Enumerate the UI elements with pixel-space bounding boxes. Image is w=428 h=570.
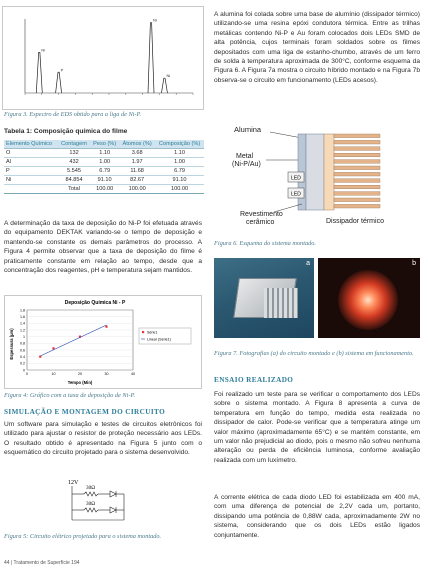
voltage-label: 12V [68, 480, 79, 486]
table-cell: 1.00 [90, 158, 119, 167]
table-cell: O [4, 149, 58, 158]
table-cell: Al [4, 158, 58, 167]
heatsink-fin [334, 172, 380, 176]
peak-label: Ni [153, 17, 157, 23]
col-header: Contagem [58, 140, 90, 149]
x-axis-label: Tempo (Min) [67, 380, 93, 385]
table-cell: 82.67 [119, 176, 155, 185]
section-heading-test: ENSAIO REALIZADO [214, 376, 294, 384]
fig3-caption: Figura 3. Espectro de EDS obtido para a liga de Ni-P. [4, 111, 142, 118]
heatsink-fin [334, 166, 380, 170]
col-header: Átomos (%) [119, 140, 155, 149]
table-header-row [4, 140, 204, 149]
fig6-caption: Figura 6. Esquema do sistema montado. [214, 240, 316, 247]
heatsink-fin [334, 185, 380, 189]
table-row [4, 167, 204, 176]
eds-spectrum-chart [3, 7, 203, 109]
legend-marker [142, 331, 144, 333]
fig5-caption: Figura 5: Circuito elétrico projetado para o sistema montado. [4, 533, 162, 540]
table-row [4, 149, 204, 158]
col-header: Composição (%) [155, 140, 204, 149]
table-cell: 100.00 [155, 185, 204, 194]
table-cell: 91.10 [90, 176, 119, 185]
spectrum-peak [36, 52, 42, 93]
y-tick-label: 1.2 [20, 328, 25, 333]
table-cell: 6.79 [155, 167, 204, 176]
y-axis-label: Espessura (µm) [9, 328, 14, 360]
resistor1-label: 30Ω [86, 485, 96, 491]
paragraph-simulation: Um software para simulação e testes de circuitos eletrônicos foi utilizado para ajustar o resistor de proteção necessário aos LEDs. O resultado obtido é apresentado na Figura 5 junto com o esquemático do circuito projetado para o sistema desenvolvido. [4, 421, 202, 457]
led-label-2: LED [291, 191, 301, 198]
x-tick-label: 30 [104, 372, 109, 376]
led-label-1: LED [291, 175, 301, 182]
fig7-caption: Figura 7. Fotografias (a) do circuito montado e (b) sistema em funcionamento. [214, 350, 414, 357]
table-cell: 3.68 [119, 149, 155, 158]
y-tick-label: 1.6 [20, 314, 25, 319]
spectrum-peak [161, 78, 167, 93]
photo-system-running [318, 258, 420, 338]
table-cell: Total [58, 185, 90, 194]
composition-table [4, 140, 204, 194]
spectrum-peak [56, 72, 62, 93]
eds-spectrum-figure [2, 6, 204, 110]
heatsink-fin [334, 192, 380, 196]
plot-area [27, 310, 133, 370]
table-cell: 132 [58, 149, 90, 158]
paragraph-current: A corrente elétrica de cada diodo LED foi estabilizada em 400 mA, com uma diferença de potencial de 2,2V cada um, portanto, dissipando uma potência de 0,88W cada, aproximadamente 2W no sistema, considerando que os dois LEDs estão ligados conjuntamente. [214, 494, 420, 539]
table-cell: 1.10 [155, 149, 204, 158]
paragraph-deposition: A determinação da taxa de deposição do Ni-P foi efetuada através do equipamento DEKTAK variando-se o tempo de deposição e mantendo-se constante os demais parâmetros do processo. A Figura 4 permite observar que a taxa de deposição do filme é praticamente constante em relação ao tempo, desde que a concentração dos reagentes, pH e temperatura sejam mantidos. [4, 220, 202, 275]
x-tick-label: 40 [131, 372, 135, 376]
data-point [52, 347, 54, 349]
y-tick-label: 0.6 [20, 348, 25, 353]
table-cell: 1.97 [119, 158, 155, 167]
heatsink-fin [334, 179, 380, 183]
y-tick-label: 0 [23, 368, 25, 373]
fig4-caption: Figura 4: Gráfico com a taxa de deposição de Ni-P. [4, 392, 136, 399]
table-cell: P [4, 167, 58, 176]
heatsink-image [264, 288, 298, 318]
table-cell: 6.79 [90, 167, 119, 176]
paragraph-test: Foi realizado um teste para se verificar o comportamento dos LEDs sobre o sistema montado. A Figura 8 apresenta a curva de temperatura em função do tempo, medida esta realizada no dissipador de calor. Pode-se verificar que a temperatura atinge um valor máximo (aproximadamente 65°C) e se mantém constante, em um valor não prejudicial ao diodo, pois o mesmo não sofreu nenhuma alteração ou perda de eficiência luminosa, conforme avaliação realizada com um luxímetro. [214, 391, 420, 464]
table-cell: Ni [4, 176, 58, 185]
deposition-chart-figure [4, 295, 202, 389]
paragraph-alumina: A alumina foi colada sobre uma base de alumínio (dissipador térmico) utilizando-se uma resina epóxi condutora térmica. Entre as trilhas metálicas contendo Ni-P e Au foram colocados dois LEDs SMD de alta potência, cujos terminais foram soldados sobre os filmes depositados com uma liga de estanho-chumbo, através de um ferro de solda à temperatura aproximada de 300°C, conforme esquema da Figura 6. A Figura 7a mostra o circuito híbrido montado e na Figura 7b observa-se o circuito em funcionamento (LEDs acesos). [214, 11, 420, 84]
y-tick-label: 1.8 [20, 308, 25, 313]
label-revestimento: Revestimento cerâmico [240, 211, 283, 226]
table-row [4, 176, 204, 185]
chart-title: Deposição Química Ni - P [64, 300, 126, 306]
table-cell [4, 185, 58, 194]
heatsink-fin [334, 153, 380, 157]
table-cell: 100.00 [90, 185, 119, 194]
table-cell: 1.10 [90, 149, 119, 158]
table-cell: 11.68 [119, 167, 155, 176]
label-dissipador: Dissipador térmico [326, 218, 384, 225]
table-cell: 91.10 [155, 176, 204, 185]
spectrum-peak [148, 23, 154, 93]
y-tick-label: 1.4 [20, 321, 25, 326]
table-cell: 5.545 [58, 167, 90, 176]
heatsink-fin [334, 134, 380, 138]
resistor2-label: 30Ω [86, 501, 96, 507]
label-alumina: Alumina [234, 125, 262, 134]
photo-label-b: b [412, 260, 416, 267]
circuit-schematic [60, 476, 140, 526]
peak-label: P [60, 67, 64, 73]
table-row [4, 185, 204, 194]
heatsink-fin [334, 147, 380, 151]
section-heading-simulation: SIMULAÇÃO E MONTAGEM DO CIRCUITO [4, 408, 166, 416]
table-cell: 100.00 [119, 185, 155, 194]
heatsink-fin [334, 160, 380, 164]
led-glow-image [338, 270, 398, 330]
table-cell: 432 [58, 158, 90, 167]
y-tick-label: 1 [23, 334, 25, 339]
deposition-chart [5, 296, 201, 388]
heatsink-fin [334, 198, 380, 202]
table1-title: Tabela 1: Composição química do filme [4, 128, 128, 135]
y-tick-label: 0.8 [20, 341, 25, 346]
data-point [105, 326, 107, 328]
col-header: Peso (%) [90, 140, 119, 149]
page-footer: 44 | Tratamento de Superfície 194 [4, 560, 80, 566]
photo-label-a: a [306, 260, 310, 267]
system-schematic [214, 124, 420, 226]
photo-circuit-assembled [214, 258, 314, 338]
y-tick-label: 0.2 [20, 361, 25, 366]
peak-label: Ni [166, 73, 171, 79]
table-cell: 84.854 [58, 176, 90, 185]
heatsink-fin [334, 204, 380, 208]
peak-label: Ni [41, 47, 46, 53]
x-tick-label: 10 [51, 372, 56, 376]
legend-label: Linear (Série1) [147, 337, 171, 342]
table-row [4, 158, 204, 167]
x-tick-label: 20 [78, 372, 82, 376]
x-tick-label: 0 [26, 372, 28, 376]
y-tick-label: 0.4 [20, 354, 25, 359]
table-cell: 1.00 [155, 158, 204, 167]
label-metal: Metal (Ni-P/Au) [232, 153, 261, 168]
legend-label: Série1 [147, 330, 158, 335]
col-header: Elemento Químico [4, 140, 58, 149]
heatsink-fin [334, 140, 380, 144]
